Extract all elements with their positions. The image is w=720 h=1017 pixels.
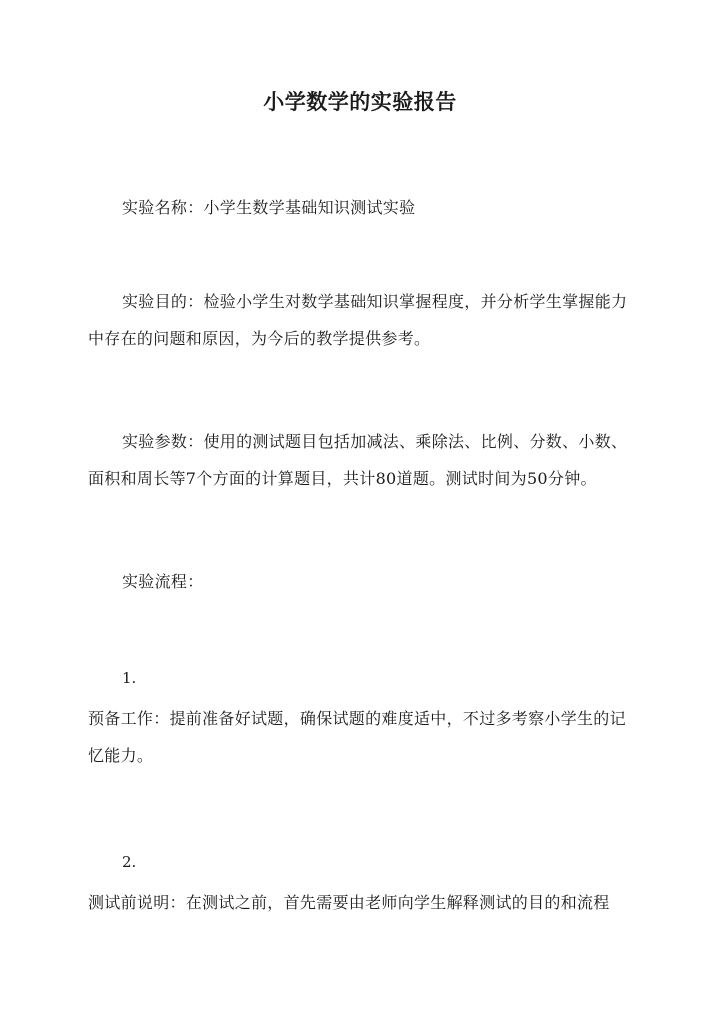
step-number: 2. [122,853,137,871]
document-title: 小学数学的实验报告 [263,89,457,114]
purpose-paragraph: 实验目的：检验小学生对数学基础知识掌握程度，并分析学生掌握能力中存在的问题和原因，为今后的教学提供参考。 [88,292,628,348]
parameters-paragraph: 实验参数：使用的测试题目包括加减法、乘除法、比例、分数、小数、面积和周长等7个方面的计算题目，共计80道题。测试时间为50分钟。 [88,432,628,488]
step-number: 1. [122,669,137,687]
step-text: 测试前说明：在测试之前，首先需要由老师向学生解释测试的目的和流程 [88,893,610,912]
experiment-name-paragraph: 实验名称：小学生数学基础知识测试实验 [122,198,416,217]
step-text: 预备工作：提前准备好试题，确保试题的难度适中，不过多考察小学生的记忆能力。 [88,709,626,765]
procedure-heading: 实验流程： [122,572,204,591]
